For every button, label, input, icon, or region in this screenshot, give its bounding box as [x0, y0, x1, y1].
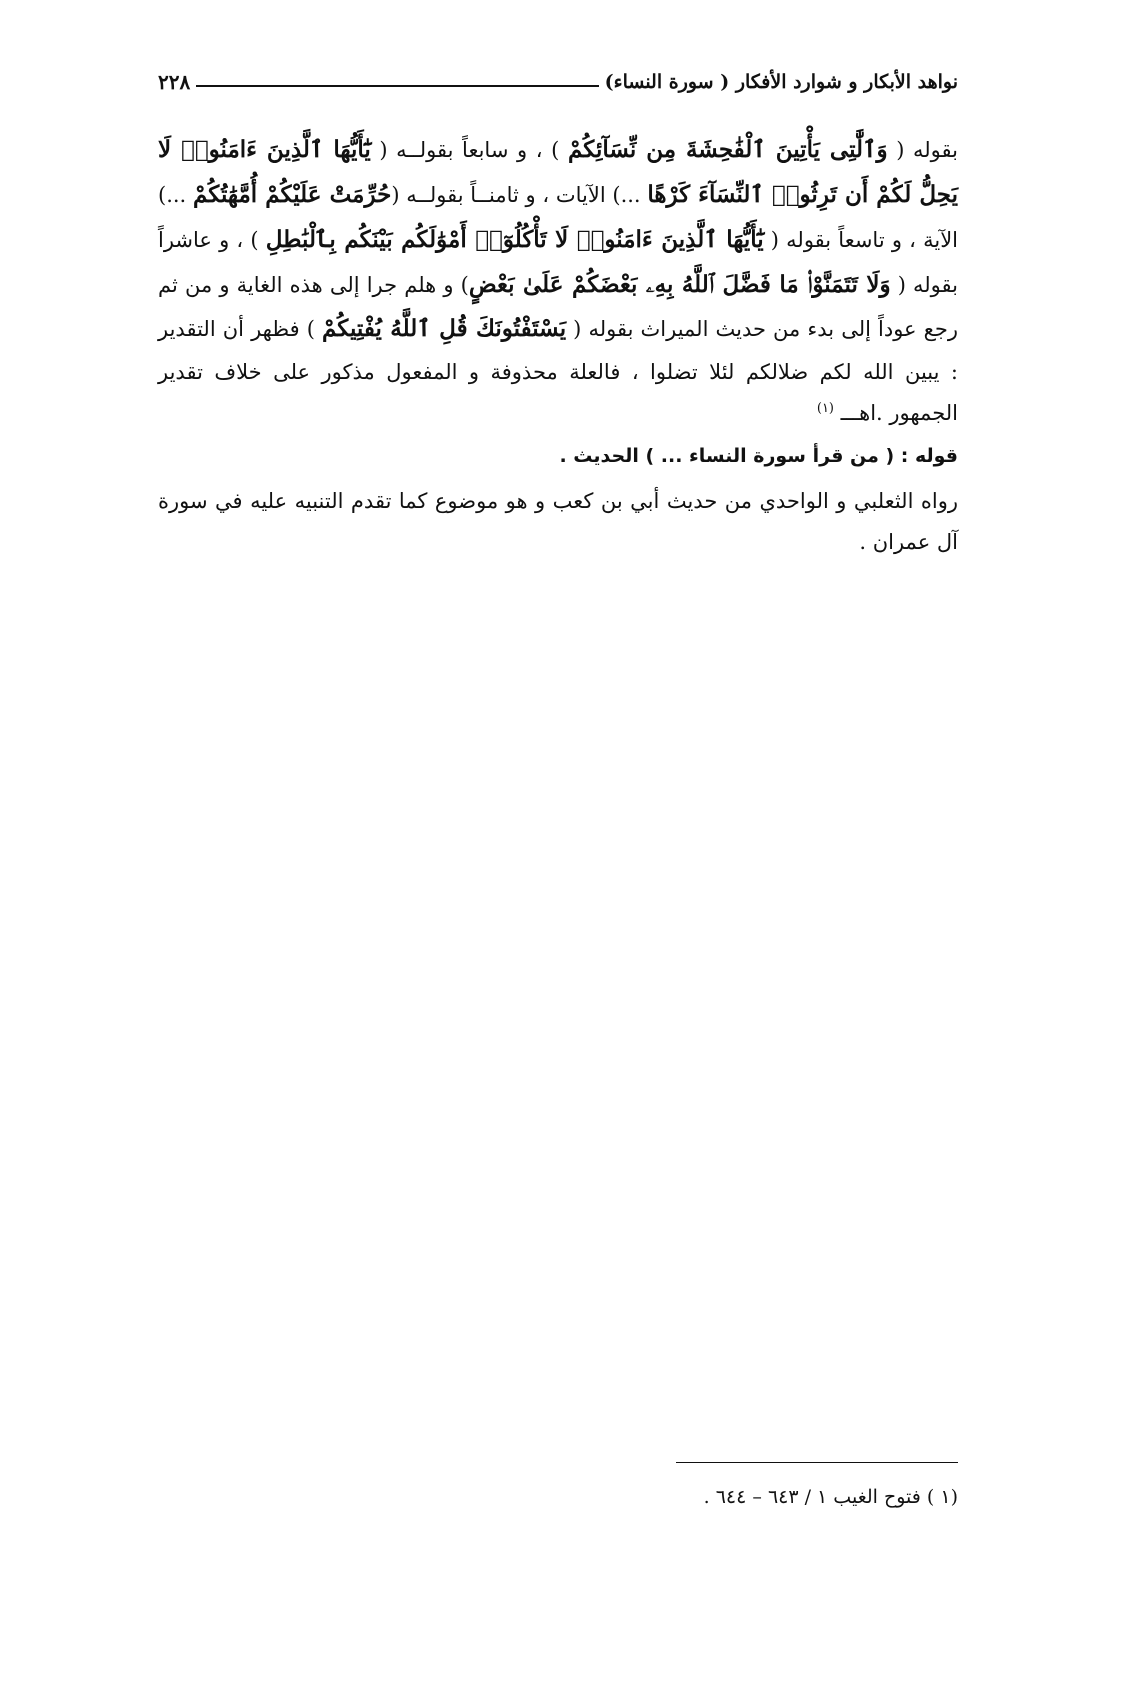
text-run: ) فظهر أن التقدير : يبين الله لكم ضلالكم لئلا تضلوا ، فالعلة محذوفة و المفعول مذكور على خلاف تقدير الجمهور .اهـــ: [158, 317, 958, 426]
quran-verse: يَٰٓأَيُّهَا ٱلَّذِينَ ءَامَنُوا۟ لَا يَحِلُّ لَكُمْ أَن تَرِثُوا۟ ٱلنِّسَآءَ كَرْهًا: [158, 136, 958, 208]
footnote-reference: (١): [816, 401, 834, 417]
section-heading: قوله : ( من قرأ سورة النساء ... ) الحديث .: [559, 445, 958, 468]
text-run: ) ، و عاشراً بقوله (: [158, 227, 958, 297]
paragraph-commentary: [158, 128, 958, 434]
quran-verse: وَلَا تَتَمَنَّوْا۟ مَا فَضَّلَ ٱللَّهُ بِهِۦ بَعْضَكُمْ عَلَىٰ بَعْضٍ: [468, 270, 891, 298]
running-header: [158, 62, 958, 102]
text-run: ) ، و سابعاً بقولــه (: [370, 138, 568, 162]
running-title: نواهد الأبكار و شوارد الأفكار ( سورة النساء): [604, 71, 958, 93]
text-run: ...) الآيات ، و ثامنــاً بقولــه (: [391, 182, 648, 207]
header-rule: [196, 85, 598, 87]
quran-verse: يَٰٓأَيُّهَا ٱلَّذِينَ ءَامَنُوا۟ لَا تَأْكُلُوٓا۟ أَمْوَٰلَكُم بَيْنَكُم بِٱلْبَٰطِلِ: [265, 225, 764, 253]
quran-verse: وَٱلَّٰتِى يَأْتِينَ ٱلْفَٰحِشَةَ مِن نِّسَآئِكُمْ: [567, 136, 888, 163]
quran-verse: حُرِّمَتْ عَلَيْكُمْ أُمَّهَٰتُكُمْ: [192, 180, 392, 208]
page-number: ٢٢٨: [158, 70, 191, 94]
text-run: ) و هلم جرا إلى هذه الغاية و من ثم رجع عوداً إلى بدء من حديث الميراث بقوله (: [158, 272, 958, 342]
main-text: [158, 128, 958, 563]
quran-verse: يَسْتَفْتُونَكَ قُلِ ٱللَّهُ يُفْتِيكُمْ: [321, 315, 567, 343]
paragraph-narration: رواه الثعلبي و الواحدي من حديث أبي بن كعب و هو موضوع كما تقدم التنبيه عليه في سورة آل عمران .: [158, 489, 958, 555]
footnote: (١ ) فتوح الغيب ١ / ٦٤٣ – ٦٤٤ .: [703, 1486, 958, 1508]
text-run: ...) الآية ، و تاسعاً بقوله (: [158, 182, 958, 252]
footnote-rule: [676, 1462, 958, 1463]
text-run: بقوله (: [887, 138, 958, 162]
